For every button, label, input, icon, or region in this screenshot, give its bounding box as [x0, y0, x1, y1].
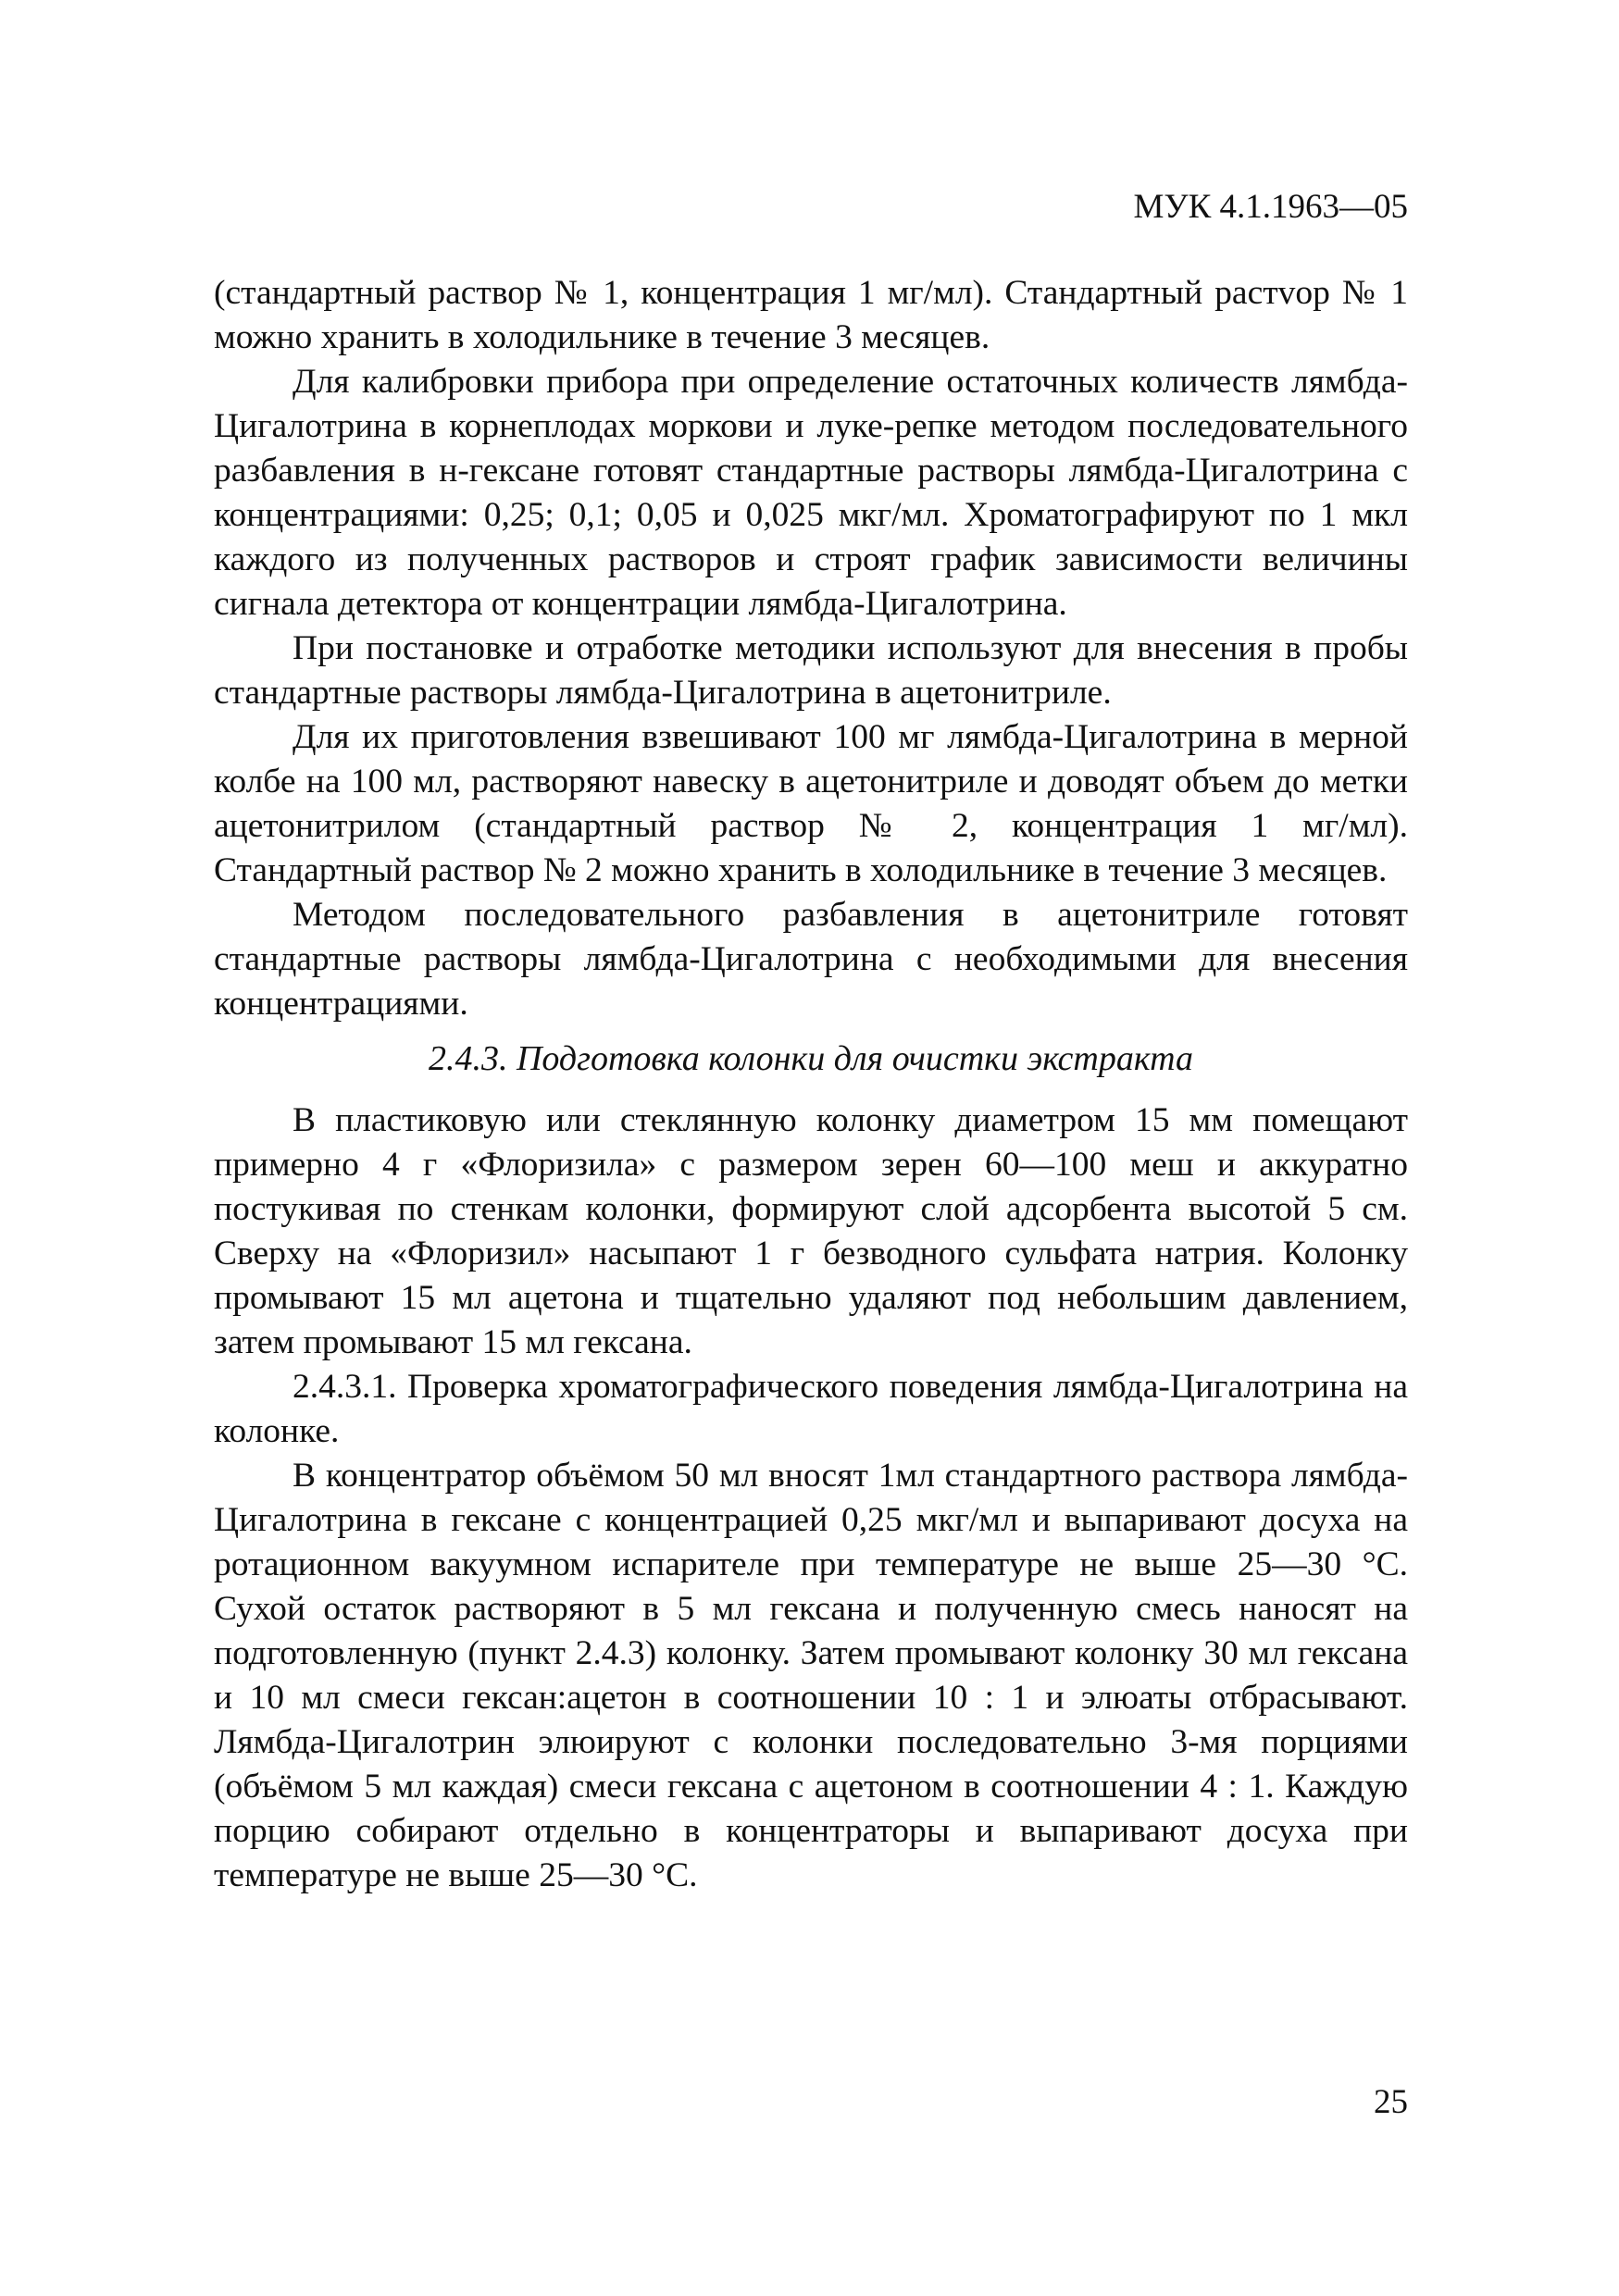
paragraph-method-setup: При постановке и отработке методики используют для внесения в пробы стандартные растворы лямбда-Цигалотрина в ацетонитриле. — [214, 629, 1408, 712]
section-heading: 2.4.3. Подготовка колонки для очистки экстракта — [428, 1039, 1194, 1078]
document-code-header: МУК 4.1.1963—05 — [1133, 188, 1408, 226]
page-number: 25 — [1374, 2083, 1408, 2121]
paragraph-calibration: Для калибровки прибора при определение остаточных количеств лямбда-Цигалотрина в корнеплодах моркови и луке-репке методом последовательного разбавления в н-гексане готовят стандартные растворы лямбда-Цигалотрина с концентрациями: 0,25; 0,1; 0,05 и 0,025 мкг/мл. Хроматографируют по 1 мкл каждого из полученных растворов и строят график зависимости величины сигнала детектора от концентрации лямбда-Цигалотрина. — [214, 363, 1408, 623]
paragraph-column-check: В концентратор объёмом 50 мл вносят 1мл стандартного раствора лямбда-Цигалотрина в гексане с концентрацией 0,25 мкг/мл и выпаривают досуха на ротационном вакуумном испарителе при температуре не выше 25—30 °С. Сухой остаток растворяют в 5 мл гексана и полученную смесь наносят на подготовленную (пункт 2.4.3) колонку. Затем промывают колонку 30 мл гексана и 10 мл смеси гексан:ацетон в соотношении 10 : 1 и элюаты отбрасывают. Лямбда-Цигалотрин элюируют с колонки последовательно 3-мя порциями (объёмом 5 мл каждая) смеси гексана с ацетоном в соотношении 4 : 1. Каждую порцию собирают отдельно в концентраторы и выпаривают досуха при температуре не выше 25—30 °С. — [214, 1457, 1408, 1894]
paragraph-serial-dilution: Методом последовательного разбавления в ацетонитриле готовят стандартные растворы лямбда-Цигалотрина с необходимыми для внесения концентрациями. — [214, 896, 1408, 1023]
paragraph-standard-solution-1: (стандартный раствор № 1, концентрация 1 мг/мл). Стандартный растvор № 1 можно хранить в холодильнике в течение 3 месяцев. — [214, 274, 1408, 356]
document-body — [214, 271, 1408, 1898]
paragraph-column-preparation: В пластиковую или стеклянную колонку диаметром 15 мм помещают примерно 4 г «Флоризила» с размером зерен 60—100 меш и аккуратно постукивая по стенкам колонки, формируют слой адсорбента высотой 5 см. Сверху на «Флоризил» насыпают 1 г безводного сульфата натрия. Колонку промывают 15 мл ацетона и тщательно удаляют под небольшим давлением, затем промывают 15 мл гексана. — [214, 1101, 1408, 1361]
paragraph-subsection-title: 2.4.3.1. Проверка хроматографического поведения лямбда-Цигалотрина на колонке. — [214, 1368, 1408, 1450]
paragraph-preparation: Для их приготовления взвешивают 100 мг лямбда-Цигалотрина в мерной колбе на 100 мл, растворяют навеску в ацетонитриле и доводят объем до метки ацетонитрилом (стандартный раствор № 2, концентрация 1 мг/мл). Стандартный раствор № 2 можно хранить в холодильнике в течение 3 месяцев. — [214, 718, 1408, 889]
